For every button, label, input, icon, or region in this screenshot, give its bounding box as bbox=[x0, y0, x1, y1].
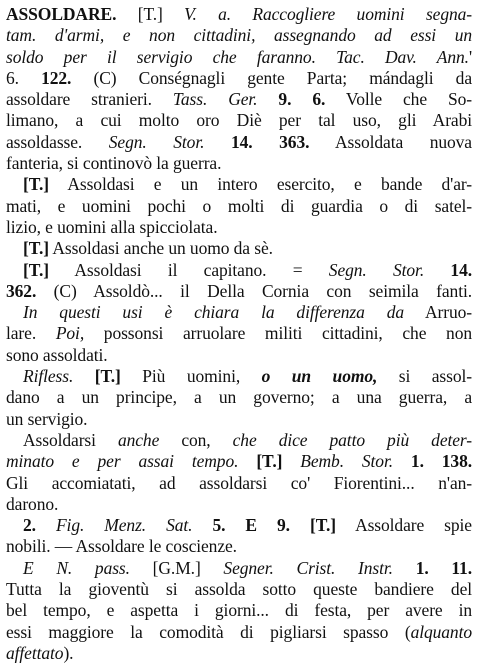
text-line bbox=[6, 451, 472, 472]
text-run: E 9. bbox=[245, 515, 290, 536]
text-line bbox=[6, 25, 472, 46]
text-run: mati, e uomini pochi o molti di guardia o di satel- bbox=[6, 195, 472, 216]
text-run: [T.] bbox=[23, 259, 50, 280]
text-run: si assol- bbox=[377, 366, 472, 387]
text-line bbox=[6, 4, 472, 25]
text-run: limano, a cui molto oro Diè per tal uso, gli Arabi bbox=[6, 110, 472, 131]
text-line bbox=[6, 536, 472, 557]
text-run: Poi, bbox=[55, 323, 85, 344]
text-line bbox=[6, 409, 472, 430]
text-run: anche bbox=[117, 429, 160, 450]
text-run: essi maggiore la comodità di pigliarsi spasso ( bbox=[6, 621, 411, 642]
text-run: ' bbox=[468, 46, 472, 67]
text-run bbox=[36, 515, 56, 535]
text-run: 363. bbox=[279, 131, 310, 152]
text-run: [T.] bbox=[23, 238, 50, 259]
text-run: (C) Conségnagli gente Parta; mándagli da bbox=[71, 67, 472, 88]
text-run: 122. bbox=[41, 67, 72, 88]
text-run: 138. bbox=[441, 451, 473, 472]
text-run: ). bbox=[63, 642, 74, 663]
text-line bbox=[6, 622, 472, 643]
text-run: Gli accomiatati, ad assoldarsi co' Fiorentini... n'an- bbox=[6, 472, 472, 493]
text-run bbox=[393, 451, 411, 471]
text-line bbox=[6, 132, 472, 153]
text-run: fanteria, si continovò la guerra. bbox=[6, 153, 222, 174]
text-run: Volle che So- bbox=[325, 89, 472, 110]
text-run bbox=[424, 451, 442, 471]
text-run bbox=[253, 132, 280, 152]
text-run: che dice patto più deter- bbox=[232, 429, 473, 450]
text-run: [T.] bbox=[256, 451, 283, 472]
text-line bbox=[6, 473, 472, 494]
text-run bbox=[257, 89, 278, 109]
text-run bbox=[291, 89, 312, 109]
text-run: Assoldata nuova bbox=[309, 131, 472, 152]
text-line bbox=[6, 430, 472, 451]
text-run: un servigio. bbox=[6, 408, 88, 429]
text-line bbox=[6, 366, 472, 387]
text-run: dano a un principe, a un governo; a una guerra, a bbox=[6, 387, 472, 408]
text-run bbox=[192, 515, 212, 535]
text-line bbox=[6, 600, 472, 621]
text-run bbox=[238, 451, 256, 471]
text-run bbox=[282, 451, 300, 471]
text-run: In questi usi è chiara la differenza da bbox=[23, 302, 404, 323]
text-run: assoldasse. bbox=[6, 131, 109, 152]
text-run bbox=[424, 260, 450, 280]
text-run: Assoldasi e un intero esercito, e bande d'ar- bbox=[49, 174, 472, 195]
text-run: Più uomini, bbox=[120, 366, 262, 387]
text-run: 6. bbox=[312, 89, 326, 110]
text-run: sono assoldati. bbox=[6, 344, 108, 365]
text-line bbox=[6, 68, 472, 89]
text-run: [T.] bbox=[309, 515, 336, 536]
text-run: minato e per assai tempo. bbox=[6, 451, 239, 472]
text-line bbox=[6, 281, 472, 302]
text-line bbox=[6, 217, 472, 238]
text-run: Tutta la gioventù si assolda sotto queste bandiere del bbox=[6, 579, 472, 600]
text-run bbox=[204, 132, 231, 152]
text-line bbox=[6, 302, 472, 323]
text-run: 14. bbox=[230, 131, 253, 152]
text-run: darono. bbox=[6, 493, 59, 514]
text-line bbox=[6, 558, 472, 579]
text-run: 6. bbox=[6, 67, 42, 88]
text-run: bel tempo, e aspetta i giorni... di festa, per avere in bbox=[6, 600, 472, 621]
text-line bbox=[6, 174, 472, 195]
text-run: Rifless. bbox=[23, 366, 74, 387]
text-run: nobili. — Assoldare le coscienze. bbox=[6, 536, 237, 557]
text-line bbox=[6, 110, 472, 131]
text-run: Arruo- bbox=[404, 302, 472, 323]
text-run: assoldare stranieri. bbox=[6, 89, 173, 110]
text-line bbox=[6, 89, 472, 110]
text-run bbox=[429, 558, 452, 578]
text-run bbox=[393, 558, 416, 578]
text-run: Assoldare spie bbox=[336, 515, 472, 536]
text-run: Segner. Crist. Instr. bbox=[223, 557, 393, 578]
text-run: possonsi arruolare militi cittadini, che non bbox=[84, 323, 473, 344]
text-line bbox=[6, 323, 472, 344]
text-line bbox=[6, 387, 472, 408]
text-run: 5. bbox=[212, 515, 226, 536]
text-run bbox=[225, 515, 245, 535]
text-run: Assoldasi il capitano. = bbox=[49, 259, 329, 280]
text-run: affettato bbox=[6, 642, 64, 663]
text-run: Assoldarsi bbox=[23, 429, 118, 450]
text-line bbox=[6, 515, 472, 536]
text-run: 14. bbox=[450, 259, 472, 280]
text-run: Tass. Ger. bbox=[172, 89, 258, 110]
text-run: 1. bbox=[415, 557, 429, 578]
text-run bbox=[290, 515, 310, 535]
text-run: 11. bbox=[451, 557, 472, 578]
text-run: [G.M.] bbox=[129, 557, 224, 578]
text-line bbox=[6, 260, 472, 281]
text-run: soldo per il servigio che faranno. Tac. Dav. Ann. bbox=[6, 46, 469, 67]
text-run: [T.] bbox=[94, 366, 121, 387]
text-run: Assoldasi anche un uomo da sè. bbox=[49, 238, 273, 259]
text-line bbox=[6, 643, 472, 664]
text-run: 9. bbox=[278, 89, 292, 110]
text-run: ASSOLDARE. bbox=[6, 4, 117, 24]
text-run: con, bbox=[159, 429, 233, 450]
text-run: tam. d'armi, e non cittadini, assegnando ad essi un bbox=[6, 25, 472, 46]
text-line bbox=[6, 47, 472, 68]
text-run: E N. pass. bbox=[23, 557, 130, 578]
text-line bbox=[6, 345, 472, 366]
text-run: 2. bbox=[23, 515, 36, 536]
text-line bbox=[6, 238, 472, 259]
text-run: Segn. Stor. bbox=[108, 131, 205, 152]
text-run bbox=[73, 366, 95, 386]
text-line bbox=[6, 153, 472, 174]
text-run: [T.] bbox=[23, 174, 50, 195]
text-run: 362. bbox=[6, 280, 37, 301]
text-run: alquanto bbox=[410, 621, 472, 642]
text-run: [T.] bbox=[116, 4, 185, 24]
text-line bbox=[6, 579, 472, 600]
text-run: lizio, e uomini alla spicciolata. bbox=[6, 216, 218, 237]
text-run: lare. bbox=[6, 323, 56, 344]
text-run: (C) Assoldò... il Della Cornia con seimila fanti. bbox=[36, 280, 472, 301]
text-run: Segn. Stor. bbox=[328, 259, 425, 280]
text-line bbox=[6, 494, 472, 515]
text-run: Fig. Menz. Sat. bbox=[55, 515, 193, 536]
text-run: 1. bbox=[410, 451, 424, 472]
text-run: V. a. Raccogliere uomini segna- bbox=[184, 4, 472, 24]
text-line bbox=[6, 196, 472, 217]
text-run: o un uomo, bbox=[261, 366, 378, 387]
text-run: Bemb. Stor. bbox=[300, 451, 393, 472]
